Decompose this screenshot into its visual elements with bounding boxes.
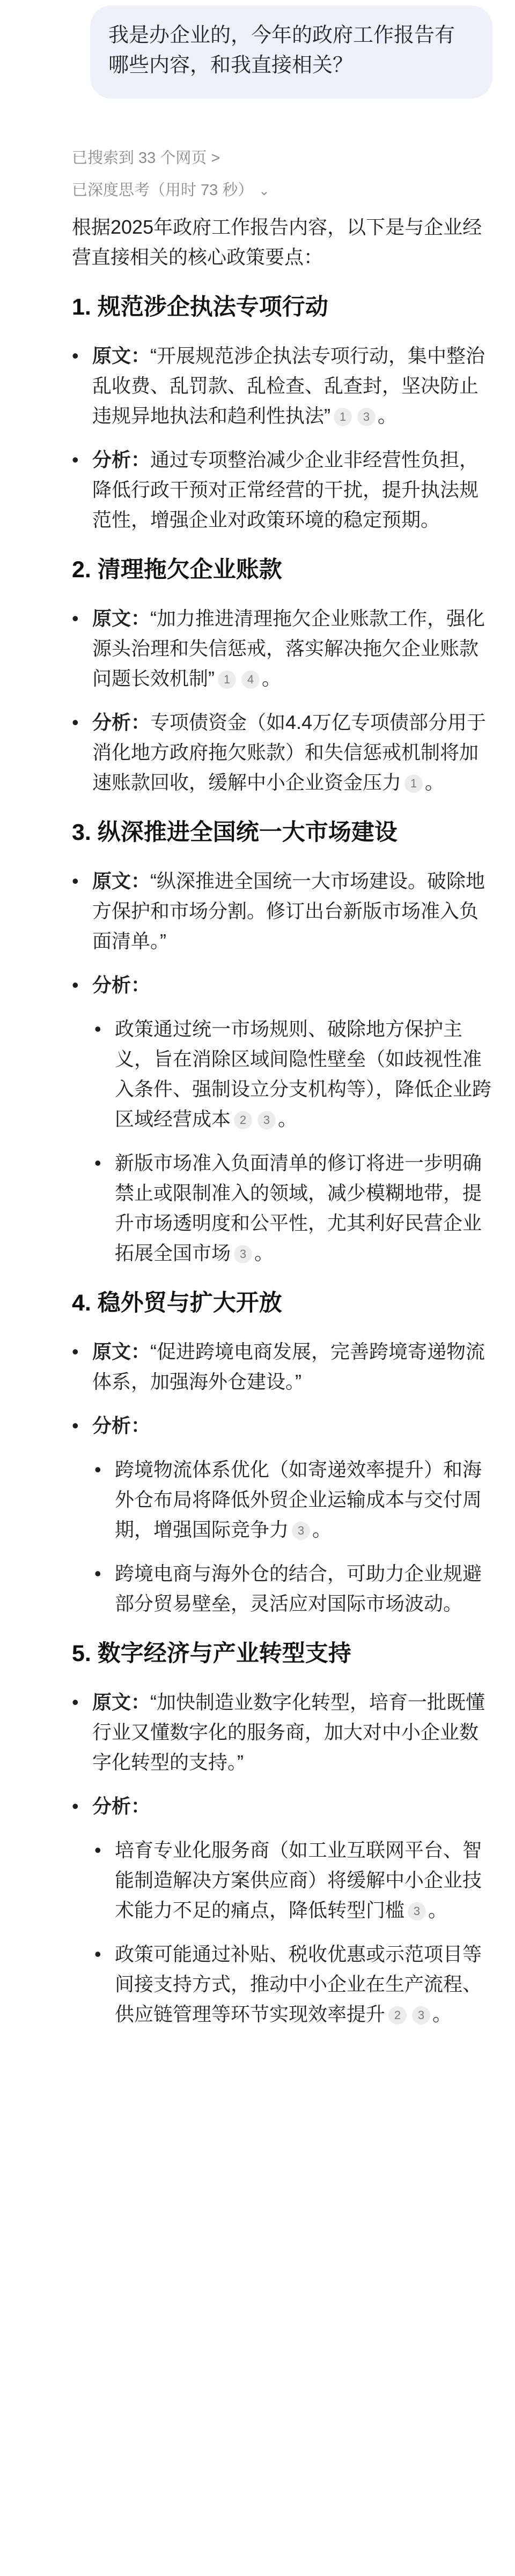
analysis-text: 专项债资金（如4.4万亿专项债部分用于消化地方政府拖欠账款）和失信惩戒机制将加速账款回收，缓解中小企业资金压力 <box>92 711 487 793</box>
section-title: 4. 稳外贸与扩大开放 <box>72 1290 282 1316</box>
answer-body <box>72 212 496 2043</box>
original-label: 原文： <box>92 607 151 629</box>
analysis-subitem <box>94 1148 496 1268</box>
original-text: “加力推进清理拖欠企业账款工作，强化源头治理和失信惩戒，落实解决拖欠企业账款问题长效机制” <box>92 607 485 689</box>
analysis-subitem <box>94 1559 496 1619</box>
analysis-label: 分析： <box>92 1414 151 1436</box>
analysis-label: 分析： <box>92 711 151 733</box>
citation-badge[interactable]: 3 <box>292 1522 310 1540</box>
analysis-item <box>72 445 496 535</box>
analysis-subitem <box>94 1014 496 1134</box>
section-title: 3. 纵深推进全国统一大市场建设 <box>72 820 398 845</box>
citation-badge[interactable]: 1 <box>404 775 423 793</box>
analysis-subitem-text: 跨境电商与海外仓的结合，可助力企业规避部分贸易壁垒，灵活应对国际市场波动。 <box>115 1562 482 1614</box>
citation-badge[interactable]: 1 <box>218 671 236 689</box>
analysis-item <box>72 1791 496 1821</box>
original-text: “开展规范涉企执法专项行动，集中整治乱收费、乱罚款、乱检查、乱查封，坚决防止违规异地执法和趋利性执法” <box>92 345 485 427</box>
original-quote-item <box>72 1337 496 1397</box>
original-quote-item <box>72 604 496 694</box>
analysis-label: 分析： <box>92 974 151 996</box>
analysis-item <box>72 708 496 798</box>
analysis-subitem-end: 。 <box>428 1899 448 1921</box>
original-label: 原文： <box>92 870 151 892</box>
analysis-end: 。 <box>425 771 445 793</box>
original-quote-item <box>72 341 496 431</box>
citation-badge[interactable]: 2 <box>234 1111 252 1129</box>
citation-badge[interactable]: 3 <box>234 1245 252 1263</box>
analysis-text: 通过专项整治减少企业非经营性负担，降低行政干预对正常经营的干扰，提升执法规范性，增强企业对政策环境的稳定预期。 <box>92 449 479 531</box>
chevron-down-icon: ⌄ <box>259 184 270 198</box>
analysis-subitem-end: 。 <box>278 1108 298 1130</box>
citation-badge[interactable]: 4 <box>241 671 260 689</box>
search-status-link[interactable] <box>72 146 220 168</box>
analysis-subitem <box>94 1455 496 1545</box>
analysis-subitem-end: 。 <box>254 1242 274 1264</box>
analysis-subitem-text: 政策通过统一市场规则、破除地方保护主义，旨在消除区域间隐性壁垒（如歧视性准入条件、强制设立分支机构等），降低企业跨区域经营成本 <box>115 1018 492 1130</box>
think-status-text: 已深度思考（用时 73 秒） <box>72 182 254 199</box>
answer-intro: 根据2025年政府工作报告内容，以下是与企业经营直接相关的核心政策要点： <box>72 216 482 268</box>
original-end: 。 <box>378 405 398 427</box>
original-text: “加快制造业数字化转型，培育一批既懂行业又懂数字化的服务商，加大对中小企业数字化转型的支持。” <box>92 1691 485 1773</box>
analysis-subitem-text: 新版市场准入负面清单的修订将进一步明确禁止或限制准入的领域，减少模糊地带，提升市场透明度和公平性，尤其利好民营企业拓展全国市场 <box>115 1152 482 1264</box>
section-title: 1. 规范涉企执法专项行动 <box>72 294 328 320</box>
search-status-text: 已搜索到 33 个网页 > <box>72 150 220 167</box>
original-text: “促进跨境电商发展，完善跨境寄递物流体系，加强海外仓建设。” <box>92 1341 485 1393</box>
citation-badge[interactable]: 1 <box>334 408 352 426</box>
think-status-toggle[interactable] <box>72 178 269 200</box>
analysis-label: 分析： <box>92 449 151 471</box>
original-label: 原文： <box>92 345 151 367</box>
original-quote-item <box>72 1687 496 1777</box>
user-question-bubble <box>90 5 492 99</box>
analysis-subitem-text: 跨境物流体系优化（如寄递效率提升）和海外仓布局将降低外贸企业运输成本与交付周期，增强国际竞争力 <box>115 1458 482 1540</box>
original-quote-item <box>72 866 496 956</box>
analysis-subitem <box>94 1939 496 2029</box>
original-end: 。 <box>262 667 282 689</box>
analysis-subitem-text: 培育专业化服务商（如工业互联网平台、智能制造解决方案供应商）将缓解中小企业技术能力不足的痛点，降低转型门槛 <box>115 1839 482 1921</box>
citation-badge[interactable]: 3 <box>408 1902 426 1920</box>
analysis-item <box>72 1411 496 1441</box>
section-title: 5. 数字经济与产业转型支持 <box>72 1641 351 1666</box>
original-text: “纵深推进全国统一大市场建设。破除地方保护和市场分割。修订出台新版市场准入负面清单。” <box>92 870 485 952</box>
citation-badge[interactable]: 3 <box>258 1111 276 1129</box>
analysis-subitem-end: 。 <box>432 2003 452 2025</box>
citation-badge[interactable]: 3 <box>357 408 376 426</box>
citation-badge[interactable]: 3 <box>412 2006 430 2024</box>
analysis-subitem-end: 。 <box>312 1518 332 1540</box>
user-question-text: 我是办企业的，今年的政府工作报告有哪些内容，和我直接相关？ <box>108 24 455 77</box>
analysis-label: 分析： <box>92 1795 151 1817</box>
original-label: 原文： <box>92 1341 151 1363</box>
analysis-subitem-text: 政策可能通过补贴、税收优惠或示范项目等间接支持方式，推动中小企业在生产流程、供应链管理等环节实现效率提升 <box>115 1943 482 2025</box>
answer-sections <box>72 292 496 2029</box>
original-label: 原文： <box>92 1691 151 1713</box>
citation-badge[interactable]: 2 <box>388 2006 407 2024</box>
section-title: 2. 清理拖欠企业账款 <box>72 557 282 583</box>
analysis-subitem <box>94 1835 496 1925</box>
analysis-item <box>72 970 496 1000</box>
